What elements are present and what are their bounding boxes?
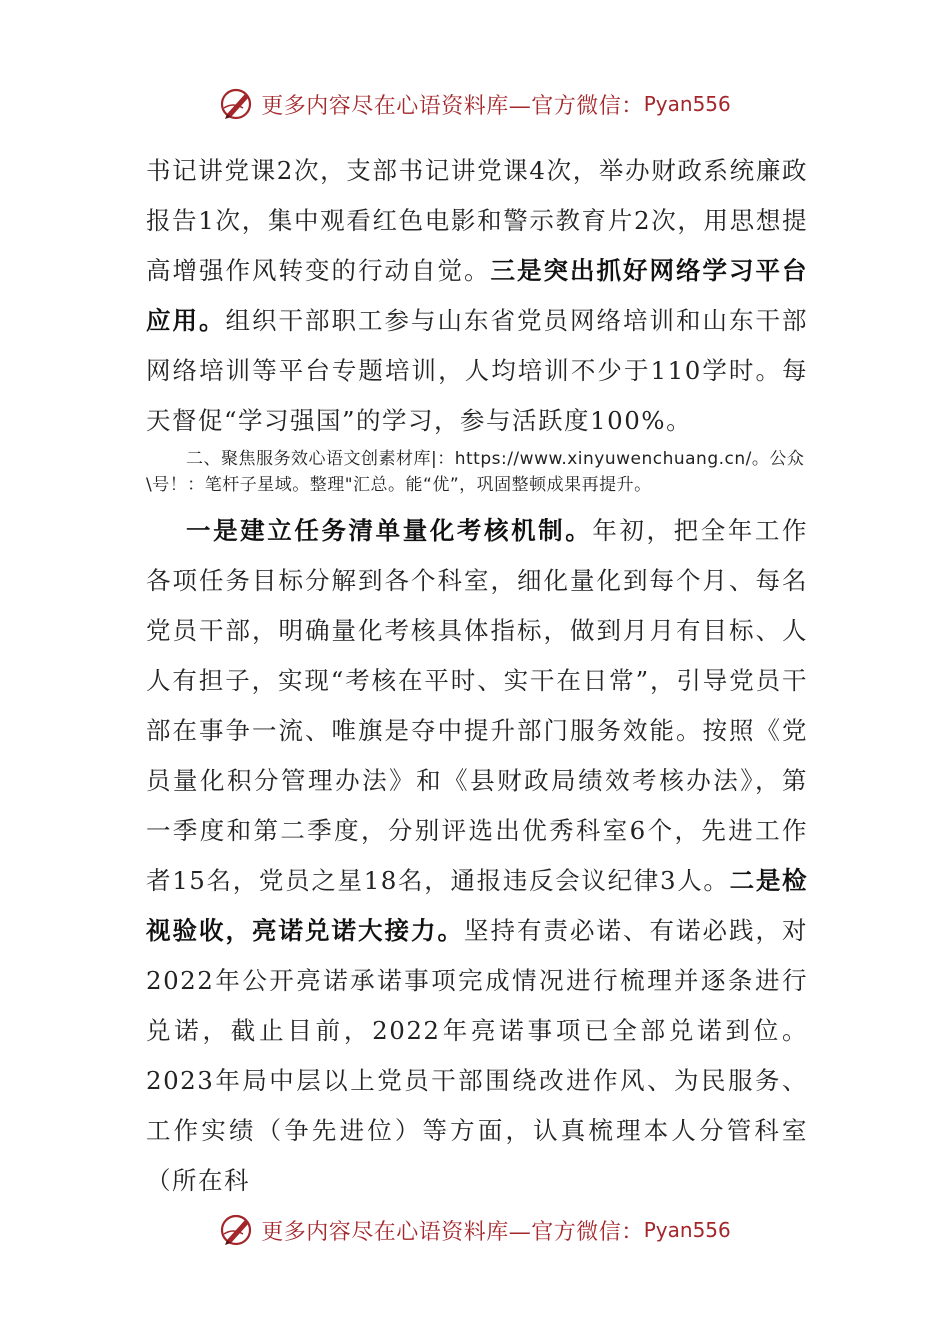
bold-lead: 一是建立任务清单量化考核机制。 — [186, 516, 593, 545]
banner-text: 更多内容尽在心语资料库—官方微信： — [261, 1219, 644, 1245]
bold-lead: 三是突出抓好网络学习平台应用。 — [146, 256, 808, 335]
banner-wechat-id: Pyan556 — [643, 92, 731, 116]
paragraph: 一是建立任务清单量化考核机制。年初，把全年工作各项任务目标分解到各个科室，细化量化到每个月、每名党员干部，明确量化考核具体指标，做到月月有目标、人人有担子，实现“考核在平时、实干在日常”，引导党员干部在事争一流、唯旗是夺中提升部门服务效能。按照《党员量化积分管理办法》和《县财政局绩效考核办法》，第一季度和第二季度，分别评选出优秀科室6个，先进工作者15名，党员之星18名，通报违反会议纪律3人。二是检视验收，亮诺兑诺大接力。坚持有责必诺、有诺必践，对2022年公开亮诺承诺事项完成情况进行梳理并逐条进行兑诺，截止目前，2022年亮诺事项已全部兑诺到位。2023年局中层以上党员干部围绕改进作风、为民服务、工作实绩（争先进位）等方面，认真梳理本人分管科室（所在科 — [146, 516, 809, 1195]
pen-logo-icon — [219, 86, 255, 122]
paragraph: 书记讲党课2次，支部书记讲党课4次，举办财政系统廉政报告1次，集中观看红色电影和警示教育片2次，用思想提高增强作风转变的行动自觉。三是突出抓好网络学习平台应用。组织干部职工参与山东省党员网络培训和山东干部网络培训等平台专题培训，人均培训不少于110学时。每天督促“学习强国”的学习，参与活跃度100%。 — [146, 156, 808, 435]
pen-logo-icon — [219, 1212, 255, 1248]
header-banner — [0, 84, 950, 124]
document-body — [146, 146, 808, 1206]
banner-text: 更多内容尽在心语资料库—官方微信： — [261, 93, 644, 119]
bold-lead: 二是检视验收，亮诺兑诺大接力。 — [146, 866, 809, 945]
footer-banner — [0, 1210, 950, 1250]
section-heading: 二、聚焦服务效心语文创素材库|：https://www.xinyuwenchuang.cn/。公众 \号！：笔杆子星域。整理"汇总。能“优”，巩固整顿成果再提升。 — [146, 449, 805, 495]
banner-wechat-id: Pyan556 — [643, 1218, 731, 1242]
